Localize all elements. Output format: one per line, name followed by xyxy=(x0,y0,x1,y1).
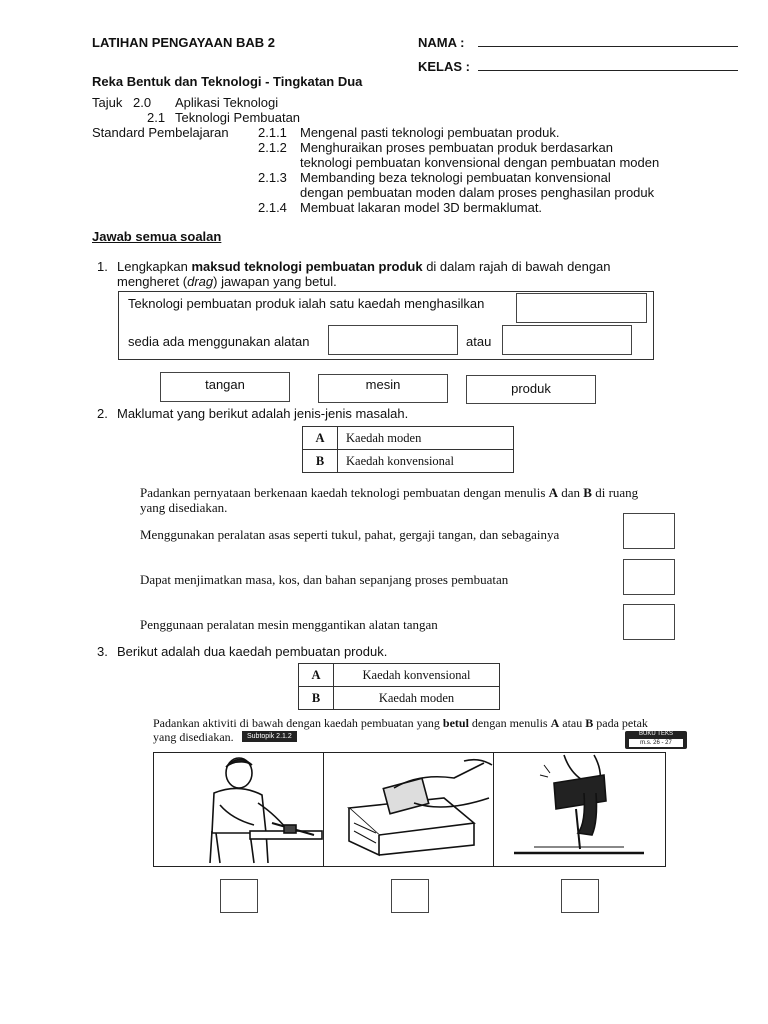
standard-text: Menghuraikan proses pembuatan produk berdasarkan xyxy=(300,140,613,155)
key-value: Kaedah konvensional xyxy=(338,450,514,473)
statement-text: Dapat menjimatkan masa, kos, dan bahan sepanjang proses pembuatan xyxy=(140,572,509,587)
answer-box[interactable] xyxy=(220,879,258,913)
key-value: Kaedah moden xyxy=(334,687,500,710)
woodworker-illustration xyxy=(154,753,324,865)
worksheet-title: LATIHAN PENGAYAAN BAB 2 xyxy=(92,35,275,50)
drop-target-box[interactable] xyxy=(328,325,458,355)
standard-number: 2.1.1 xyxy=(258,125,287,140)
answer-box[interactable] xyxy=(391,879,429,913)
statement-text: Menggunakan peralatan asas seperti tukul, pahat, gergaji tangan, dan sebagainya xyxy=(140,527,560,542)
tajuk-text: Aplikasi Teknologi xyxy=(175,95,279,110)
q3-instruction: yang disediakan. xyxy=(153,730,234,744)
question-number: 3. xyxy=(97,644,108,659)
question-text: Lengkapkan maksud teknologi pembuatan produk di dalam rajah di bawah dengan xyxy=(117,259,611,274)
standard-text: Membanding beza teknologi pembuatan konvensional xyxy=(300,170,611,185)
standard-text: dengan pembuatan moden dalam proses penghasilan produk xyxy=(300,185,655,200)
definition-sentence-2: sedia ada menggunakan alatan xyxy=(128,334,310,349)
drop-target-box[interactable] xyxy=(516,293,647,323)
activity-image-sanding xyxy=(323,752,495,867)
activity-image-hand-saw xyxy=(153,752,325,867)
drag-option-mesin[interactable]: mesin xyxy=(318,374,448,403)
drag-option-produk[interactable]: produk xyxy=(466,375,596,404)
textbook-badge xyxy=(625,731,687,749)
answer-box[interactable] xyxy=(561,879,599,913)
subtopic-number: 2.1 xyxy=(147,110,166,125)
question-text: mengheret (drag) jawapan yang betul. xyxy=(117,274,337,289)
key-letter: A xyxy=(299,664,334,687)
standard-number: 2.1.4 xyxy=(258,200,287,215)
definition-sentence-1: Teknologi pembuatan produk ialah satu kaedah menghasilkan xyxy=(128,296,485,311)
subtopic-badge: Subtopik 2.1.2 xyxy=(242,731,297,742)
activity-image-power-drill xyxy=(493,752,666,867)
nama-label: NAMA : xyxy=(418,35,465,50)
key-letter: B xyxy=(303,450,338,473)
standard-number: 2.1.2 xyxy=(258,140,287,155)
textbook-label: BUKU TEKS xyxy=(639,731,673,737)
subtopic-text: Teknologi Pembuatan xyxy=(175,110,301,125)
tajuk-number: 2.0 xyxy=(133,95,152,110)
question-text: Maklumat yang berikut adalah jenis-jenis masalah. xyxy=(117,406,409,421)
kelas-label: KELAS : xyxy=(418,59,470,74)
standard-text: teknologi pembuatan konvensional dengan pembuatan moden xyxy=(300,155,660,170)
q2-instruction: Padankan pernyataan berkenaan kaedah teknologi pembuatan dengan menulis A dan B di ruang xyxy=(140,485,639,500)
instruction-heading: Jawab semua soalan xyxy=(92,229,222,244)
answer-box[interactable] xyxy=(623,604,675,640)
drill-illustration xyxy=(494,753,664,865)
nama-input-line[interactable] xyxy=(478,46,738,47)
standard-label: Standard Pembelajaran xyxy=(92,125,229,140)
key-letter: A xyxy=(303,427,338,450)
standard-text: Membuat lakaran model 3D bermaklumat. xyxy=(300,200,543,215)
key-value: Kaedah moden xyxy=(338,427,514,450)
drag-option-tangan[interactable]: tangan xyxy=(160,372,290,402)
method-key-table xyxy=(298,663,500,710)
answer-box[interactable] xyxy=(623,513,675,549)
key-letter: B xyxy=(299,687,334,710)
method-key-table xyxy=(302,426,514,473)
statement-text: Penggunaan peralatan mesin menggantikan alatan tangan xyxy=(140,617,438,632)
answer-box[interactable] xyxy=(623,559,675,595)
key-value: Kaedah konvensional xyxy=(334,664,500,687)
definition-or-text: atau xyxy=(466,334,492,349)
q2-instruction: yang disediakan. xyxy=(140,500,228,515)
textbook-pages: m.s. 26 - 27 xyxy=(629,739,683,747)
question-number: 2. xyxy=(97,406,108,421)
kelas-input-line[interactable] xyxy=(478,70,738,71)
tajuk-label: Tajuk xyxy=(92,95,123,110)
question-number: 1. xyxy=(97,259,108,274)
sanding-illustration xyxy=(324,753,494,865)
q3-instruction: Padankan aktiviti di bawah dengan kaedah pembuatan yang betul dengan menulis A atau B pada petak xyxy=(153,716,648,730)
question-text: Berikut adalah dua kaedah pembuatan produk. xyxy=(117,644,388,659)
drop-target-box[interactable] xyxy=(502,325,632,355)
subject-title: Reka Bentuk dan Teknologi - Tingkatan Dua xyxy=(92,74,363,89)
standard-text: Mengenal pasti teknologi pembuatan produk. xyxy=(300,125,560,140)
standard-number: 2.1.3 xyxy=(258,170,287,185)
